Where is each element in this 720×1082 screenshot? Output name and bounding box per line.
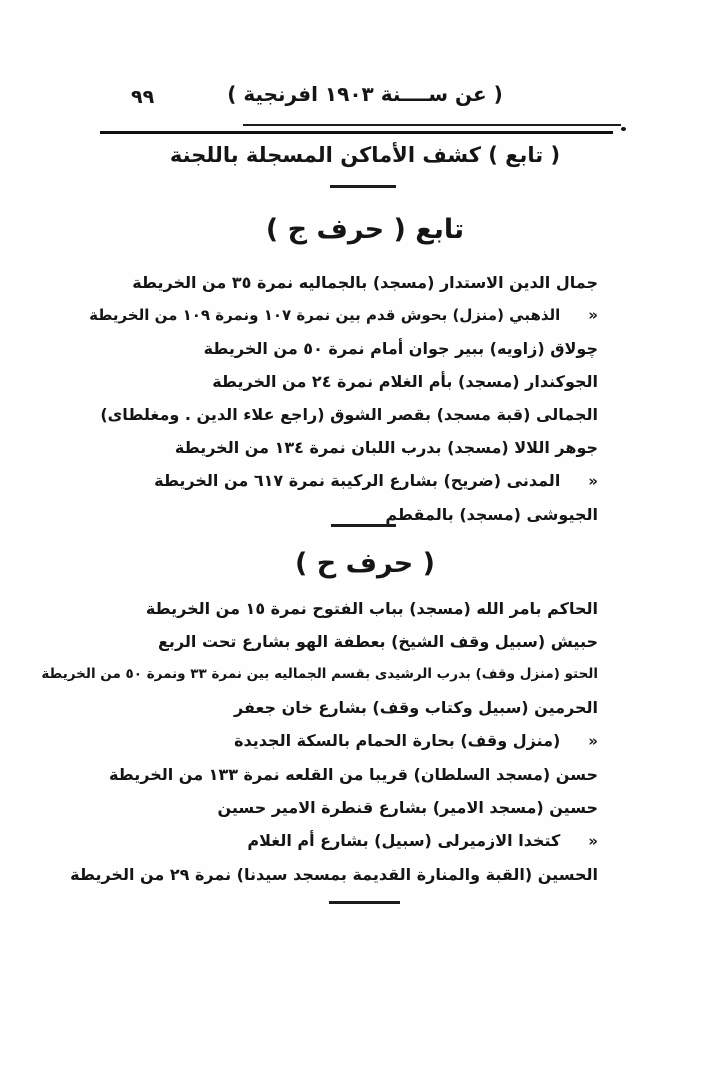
- entry-row: [120, 724, 598, 758]
- header-rule-thin: [243, 124, 621, 126]
- document-title: ( تابع ) كشف الأماكن المسجلة باللجنة: [169, 143, 561, 167]
- entry-text: الذهبي (منزل) بحوش قدم بين نمرة ١٠٧ ونمرة ١٠٩ من الخريطة: [89, 306, 561, 324]
- entry-text: الحاكم بامر الله (مسجد) بباب الفتوح نمرة ١٥ من الخريطة: [145, 599, 598, 618]
- entry-text: كتخدا الازميرلى (سبيل) بشارع أم الغلام: [247, 831, 561, 850]
- ditto-mark: «: [588, 732, 598, 750]
- section-heading-ha: ( حرف ح ): [295, 548, 435, 579]
- ditto-mark: «: [588, 306, 598, 324]
- header-rule-dot: [621, 127, 626, 131]
- entry-row: [70, 858, 598, 891]
- entry-text: حسين (مسجد الامير) بشارع قنطرة الامير حسين: [217, 798, 598, 817]
- entry-text: الحتو (منزل وقف) بدرب الرشيدى بقسم الجماليه بين نمرة ٣٣ ونمرة ٥٠ من الخريطة: [41, 666, 598, 682]
- entry-list-ha: [41, 592, 598, 891]
- entry-row: [120, 266, 598, 299]
- entry-text: الحسين (القبة والمنارة القديمة بمسجد سيدنا) نمرة ٢٩ من الخريطة: [70, 865, 598, 884]
- section-divider: [331, 524, 396, 527]
- entry-row: [120, 625, 598, 658]
- entry-row: [120, 332, 598, 365]
- entry-text: حبيش (سبيل وقف الشيخ) بعطفة الهو بشارع تحت الربع: [157, 632, 598, 651]
- entry-list-jim: [89, 266, 598, 531]
- entry-text: الحرمين (سبيل وكتاب وقف) بشارع خان جعفر: [234, 698, 598, 717]
- entry-text: جوهر اللالا (مسجد) بدرب اللبان نمرة ١٣٤ من الخريطة: [174, 438, 598, 457]
- entry-text: (منزل وقف) بحارة الحمام بالسكة الجديدة: [234, 731, 561, 750]
- entry-text: الجيوشى (مسجد) بالمقطم: [385, 505, 598, 524]
- entry-row: [89, 299, 598, 332]
- entry-row: [120, 464, 598, 498]
- entry-row: [120, 431, 598, 464]
- header-year-note: ( عن ســــنة ١٩٠٣ افرنجية ): [227, 82, 503, 106]
- bottom-divider: [329, 901, 400, 904]
- entry-text: حسن (مسجد السلطان) قريبا من القلعه نمرة ١٣٣ من الخريطة: [108, 765, 598, 784]
- entry-text: الجوكندار (مسجد) بأم الغلام نمرة ٢٤ من الخريطة: [212, 372, 598, 391]
- header-rule-thick: [100, 131, 613, 134]
- entry-text: چولاق (زاويه) ببير جوان أمام نمرة ٥٠ من الخريطة: [203, 339, 598, 358]
- entry-row: [120, 824, 598, 858]
- entry-row: [120, 592, 598, 625]
- ditto-mark: «: [588, 832, 598, 850]
- title-divider: [330, 185, 396, 188]
- page-number: ٩٩: [131, 86, 155, 108]
- entry-row: [41, 658, 598, 691]
- entry-text: المدنى (ضريح) بشارع الركيبة نمرة ٦١٧ من الخريطة: [154, 471, 561, 490]
- entry-row: [100, 398, 598, 431]
- entry-row: [120, 691, 598, 724]
- entry-row: [120, 791, 598, 824]
- entry-text: الجمالى (قبة مسجد) بقصر الشوق (راجع علاء الدين . ومغلطاى): [100, 405, 598, 424]
- entry-row: [120, 365, 598, 398]
- entry-text: جمال الدين الاستدار (مسجد) بالجماليه نمرة ٣٥ من الخريطة: [132, 273, 598, 292]
- entry-row: [108, 758, 598, 791]
- section-heading-jim: تابع ( حرف ج ): [265, 214, 465, 245]
- ditto-mark: «: [588, 472, 598, 490]
